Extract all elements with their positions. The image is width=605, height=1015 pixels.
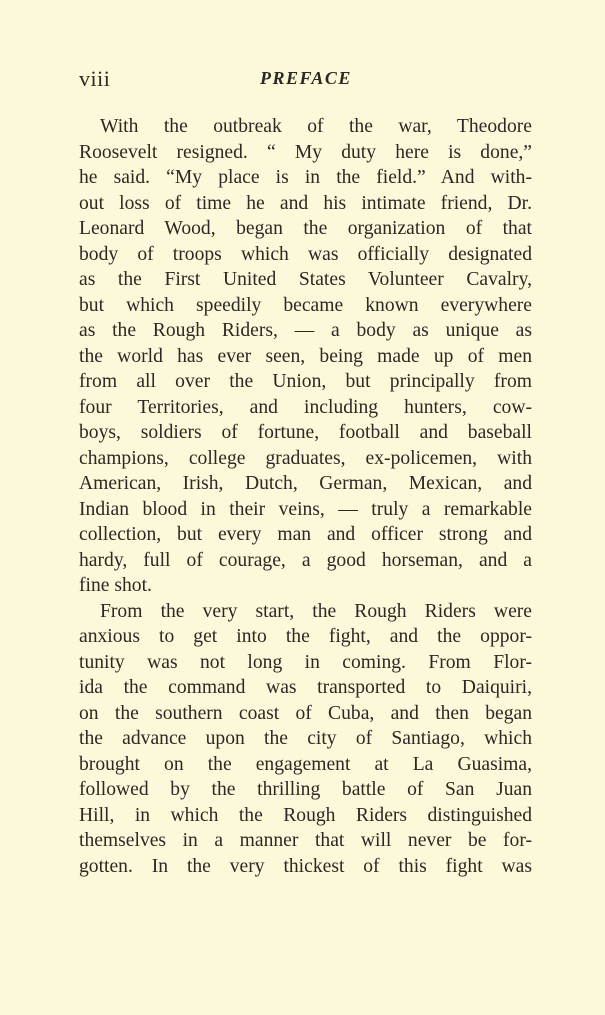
text-line: body of troops which was officially designated (79, 243, 532, 265)
text-line: on the southern coast of Cuba, and then began (79, 702, 532, 724)
text-line: ida the command was transported to Daiquiri, (79, 677, 532, 698)
text-line: American, Irish, Dutch, German, Mexican, and (79, 473, 532, 494)
running-head-title: PREFACE (260, 68, 352, 88)
text-line: boys, soldiers of fortune, football and baseball (79, 422, 532, 443)
text-line: Hill, in which the Rough Riders distinguished (79, 804, 532, 826)
running-head (79, 66, 532, 96)
text-line: champions, college graduates, ex-policemen, with (79, 447, 532, 469)
text-line: followed by the thrilling battle of San Juan (79, 779, 532, 800)
text-line: Leonard Wood, began the organization of that (79, 218, 532, 239)
text-line: from all over the Union, but principally from (79, 371, 532, 392)
text-line: the advance upon the city of Santiago, which (79, 728, 532, 749)
text-line: tunity was not long in coming. From Flor- (79, 651, 532, 673)
text-line: anxious to get into the fight, and the oppor- (79, 626, 532, 647)
text-line: Roosevelt resigned. “ My duty here is done,” (79, 141, 532, 163)
text-line: themselves in a manner that will never be for- (79, 830, 532, 851)
text-line: With the outbreak of the war, Theodore (100, 116, 532, 137)
text-line: as the Rough Riders, — a body as unique as (79, 320, 532, 341)
text-line: fine shot. (79, 575, 152, 596)
text-line: brought on the engagement at La Guasima, (79, 753, 532, 775)
text-line: the world has ever seen, being made up of men (79, 345, 532, 367)
text-line: as the First United States Volunteer Cavalry, (79, 269, 532, 290)
text-line: he said. “My place is in the field.” And with- (79, 167, 532, 188)
paragraph-2 (79, 599, 532, 880)
text-line: From the very start, the Rough Riders were (100, 600, 532, 622)
text-line: collection, but every man and officer strong and (79, 524, 532, 545)
body-text (79, 114, 532, 879)
page-number: viii (79, 66, 111, 91)
text-line: hardy, full of courage, a good horseman, and a (79, 549, 532, 571)
text-line: out loss of time he and his intimate friend, Dr. (79, 192, 532, 214)
paragraph-1 (79, 114, 532, 599)
text-line: Indian blood in their veins, — truly a remarkable (79, 498, 532, 520)
text-line: but which speedily became known everywhere (79, 294, 532, 316)
text-line: four Territories, and including hunters, cow- (79, 396, 532, 418)
text-line: gotten. In the very thickest of this fight was (79, 855, 532, 877)
